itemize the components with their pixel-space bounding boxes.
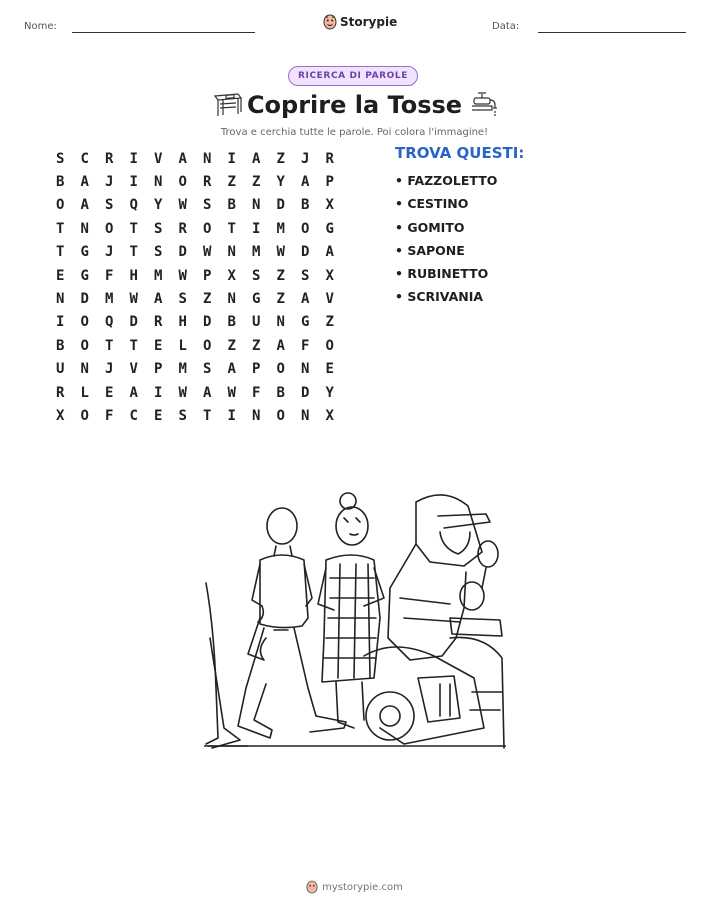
- grid-letter: T: [129, 337, 138, 354]
- grid-letter: E: [154, 337, 163, 354]
- brand: [323, 14, 397, 30]
- grid-letter: N: [227, 244, 236, 261]
- instructions: Trova e cerchia tutte le parole. Poi colora l'immagine!: [220, 127, 489, 138]
- grid-letter: X: [227, 267, 236, 284]
- grid-letter: N: [56, 291, 65, 308]
- grid-letter: S: [301, 267, 310, 284]
- grid-letter: E: [325, 361, 334, 378]
- grid-letter: R: [325, 150, 334, 167]
- grid-letter: U: [252, 314, 261, 331]
- grid-letter: E: [105, 384, 114, 401]
- grid-letter: P: [252, 361, 261, 378]
- grid-row: [48, 217, 342, 240]
- word-list-item: • GOMITO: [395, 219, 465, 235]
- grid-row: [48, 334, 342, 357]
- storypie-logo-icon: [323, 14, 337, 30]
- grid-letter: G: [301, 314, 310, 331]
- grid-letter: F: [105, 267, 114, 284]
- grid-letter: S: [178, 291, 187, 308]
- grid-letter: X: [325, 197, 334, 214]
- grid-letter: X: [56, 407, 65, 424]
- grid-letter: N: [154, 174, 163, 191]
- grid-letter: Y: [325, 384, 334, 401]
- grid-letter: Z: [227, 337, 236, 354]
- storypie-logo-icon: [306, 880, 318, 894]
- grid-letter: H: [178, 314, 187, 331]
- grid-letter: I: [56, 314, 65, 331]
- grid-letter: L: [178, 337, 187, 354]
- grid-letter: D: [203, 314, 212, 331]
- grid-letter: G: [325, 220, 334, 237]
- grid-letter: V: [154, 150, 163, 167]
- grid-letter: Y: [276, 174, 285, 191]
- grid-letter: S: [154, 220, 163, 237]
- grid-letter: I: [227, 407, 236, 424]
- grid-letter: E: [154, 407, 163, 424]
- grid-letter: E: [56, 267, 65, 284]
- grid-letter: W: [227, 384, 236, 401]
- grid-letter: O: [80, 407, 89, 424]
- date-line: [538, 32, 686, 33]
- grid-letter: G: [252, 291, 261, 308]
- grid-letter: O: [178, 174, 187, 191]
- grid-letter: O: [325, 337, 334, 354]
- grid-letter: D: [129, 314, 138, 331]
- grid-letter: C: [80, 150, 89, 167]
- grid-letter: H: [129, 267, 138, 284]
- grid-letter: O: [203, 220, 212, 237]
- grid-letter: D: [301, 384, 310, 401]
- grid-letter: R: [178, 220, 187, 237]
- grid-letter: J: [105, 244, 114, 261]
- grid-letter: S: [154, 244, 163, 261]
- word-search-grid: [48, 147, 342, 428]
- grid-letter: A: [252, 150, 261, 167]
- grid-letter: S: [252, 267, 261, 284]
- grid-letter: Z: [325, 314, 334, 331]
- grid-letter: I: [227, 150, 236, 167]
- grid-letter: Z: [203, 291, 212, 308]
- grid-letter: I: [129, 150, 138, 167]
- grid-letter: T: [203, 407, 212, 424]
- grid-letter: M: [105, 291, 114, 308]
- grid-letter: O: [276, 407, 285, 424]
- grid-letter: G: [80, 244, 89, 261]
- grid-letter: N: [203, 150, 212, 167]
- grid-letter: A: [301, 291, 310, 308]
- grid-letter: O: [56, 197, 65, 214]
- grid-row: [48, 311, 342, 334]
- grid-row: [48, 170, 342, 193]
- grid-letter: L: [80, 384, 89, 401]
- grid-letter: N: [276, 314, 285, 331]
- grid-letter: I: [129, 174, 138, 191]
- grid-letter: U: [56, 361, 65, 378]
- grid-letter: R: [154, 314, 163, 331]
- grid-letter: A: [203, 384, 212, 401]
- grid-letter: B: [56, 337, 65, 354]
- grid-letter: A: [80, 174, 89, 191]
- grid-letter: N: [80, 361, 89, 378]
- grid-letter: F: [252, 384, 261, 401]
- grid-letter: T: [227, 220, 236, 237]
- grid-letter: S: [203, 361, 212, 378]
- grid-row: [48, 147, 342, 170]
- grid-letter: P: [203, 267, 212, 284]
- brand-name: Storypie: [340, 15, 398, 29]
- grid-letter: T: [129, 220, 138, 237]
- grid-letter: F: [105, 407, 114, 424]
- grid-letter: N: [227, 291, 236, 308]
- word-list-item: • FAZZOLETTO: [395, 173, 498, 188]
- grid-letter: O: [203, 337, 212, 354]
- grid-letter: S: [56, 150, 65, 167]
- grid-letter: S: [178, 407, 187, 424]
- grid-letter: Q: [105, 314, 114, 331]
- grid-letter: V: [325, 291, 334, 308]
- footer-url: mystorypie.com: [322, 881, 403, 893]
- grid-letter: A: [301, 174, 310, 191]
- grid-letter: O: [80, 337, 89, 354]
- word-list-item: • RUBINETTO: [395, 266, 489, 282]
- grid-row: [48, 241, 342, 264]
- faucet-icon: [470, 88, 498, 118]
- word-list-item: • SAPONE: [395, 242, 465, 258]
- grid-letter: X: [325, 267, 334, 284]
- grid-letter: B: [227, 314, 236, 331]
- grid-row: [48, 381, 342, 404]
- grid-letter: R: [203, 174, 212, 191]
- word-list-item: • SCRIVANIA: [395, 289, 484, 305]
- grid-letter: C: [129, 407, 138, 424]
- grid-letter: S: [203, 197, 212, 214]
- grid-letter: Z: [252, 174, 261, 191]
- name-label: Nome:: [24, 21, 57, 32]
- grid-letter: O: [301, 220, 310, 237]
- page-title: Coprire la Tosse: [246, 91, 463, 119]
- grid-letter: F: [301, 337, 310, 354]
- grid-row: [48, 358, 342, 381]
- grid-letter: W: [129, 291, 138, 308]
- date-label: Data:: [492, 21, 520, 32]
- grid-letter: T: [56, 244, 65, 261]
- footer: [0, 880, 709, 894]
- grid-letter: W: [178, 384, 187, 401]
- grid-letter: J: [105, 174, 114, 191]
- grid-letter: Z: [276, 150, 285, 167]
- grid-row: [48, 194, 342, 217]
- grid-letter: M: [252, 244, 261, 261]
- grid-row: [48, 404, 342, 427]
- grid-letter: B: [56, 174, 65, 191]
- grid-letter: B: [276, 384, 285, 401]
- grid-letter: P: [154, 361, 163, 378]
- grid-letter: A: [227, 361, 236, 378]
- grid-letter: J: [105, 361, 114, 378]
- grid-letter: M: [178, 361, 187, 378]
- grid-letter: B: [301, 197, 310, 214]
- grid-letter: V: [129, 361, 138, 378]
- name-line: [72, 32, 255, 33]
- word-list-title: TROVA QUESTI:: [395, 144, 525, 162]
- grid-letter: R: [105, 150, 114, 167]
- grid-letter: M: [154, 267, 163, 284]
- grid-letter: I: [252, 220, 261, 237]
- grid-letter: N: [301, 407, 310, 424]
- grid-letter: N: [252, 407, 261, 424]
- grid-letter: X: [325, 407, 334, 424]
- coloring-illustration: [204, 488, 506, 758]
- grid-letter: O: [105, 220, 114, 237]
- word-list-item: • CESTINO: [395, 196, 469, 212]
- grid-letter: Q: [129, 197, 138, 214]
- grid-letter: W: [178, 197, 187, 214]
- grid-letter: D: [301, 244, 310, 261]
- grid-letter: D: [178, 244, 187, 261]
- grid-letter: A: [80, 197, 89, 214]
- grid-letter: Y: [154, 197, 163, 214]
- grid-letter: G: [80, 267, 89, 284]
- grid-letter: T: [129, 244, 138, 261]
- grid-letter: O: [80, 314, 89, 331]
- grid-letter: A: [129, 384, 138, 401]
- grid-letter: D: [80, 291, 89, 308]
- grid-letter: W: [203, 244, 212, 261]
- grid-letter: N: [80, 220, 89, 237]
- grid-letter: O: [276, 361, 285, 378]
- grid-letter: M: [276, 220, 285, 237]
- grid-row: [48, 264, 342, 287]
- grid-letter: P: [325, 174, 334, 191]
- grid-letter: R: [56, 384, 65, 401]
- grid-letter: W: [276, 244, 285, 261]
- grid-letter: Z: [276, 267, 285, 284]
- grid-letter: A: [276, 337, 285, 354]
- grid-letter: T: [56, 220, 65, 237]
- grid-letter: D: [276, 197, 285, 214]
- grid-letter: Z: [276, 291, 285, 308]
- grid-letter: N: [252, 197, 261, 214]
- grid-letter: A: [325, 244, 334, 261]
- word-list: [395, 172, 497, 312]
- grid-letter: T: [105, 337, 114, 354]
- grid-letter: A: [178, 150, 187, 167]
- grid-letter: S: [105, 197, 114, 214]
- grid-row: [48, 287, 342, 310]
- worksheet-type-badge: RICERCA DI PAROLE: [288, 66, 418, 86]
- grid-letter: J: [301, 150, 310, 167]
- grid-letter: A: [154, 291, 163, 308]
- grid-letter: Z: [252, 337, 261, 354]
- grid-letter: B: [227, 197, 236, 214]
- grid-letter: I: [154, 384, 163, 401]
- grid-letter: N: [301, 361, 310, 378]
- grid-letter: W: [178, 267, 187, 284]
- grid-letter: Z: [227, 174, 236, 191]
